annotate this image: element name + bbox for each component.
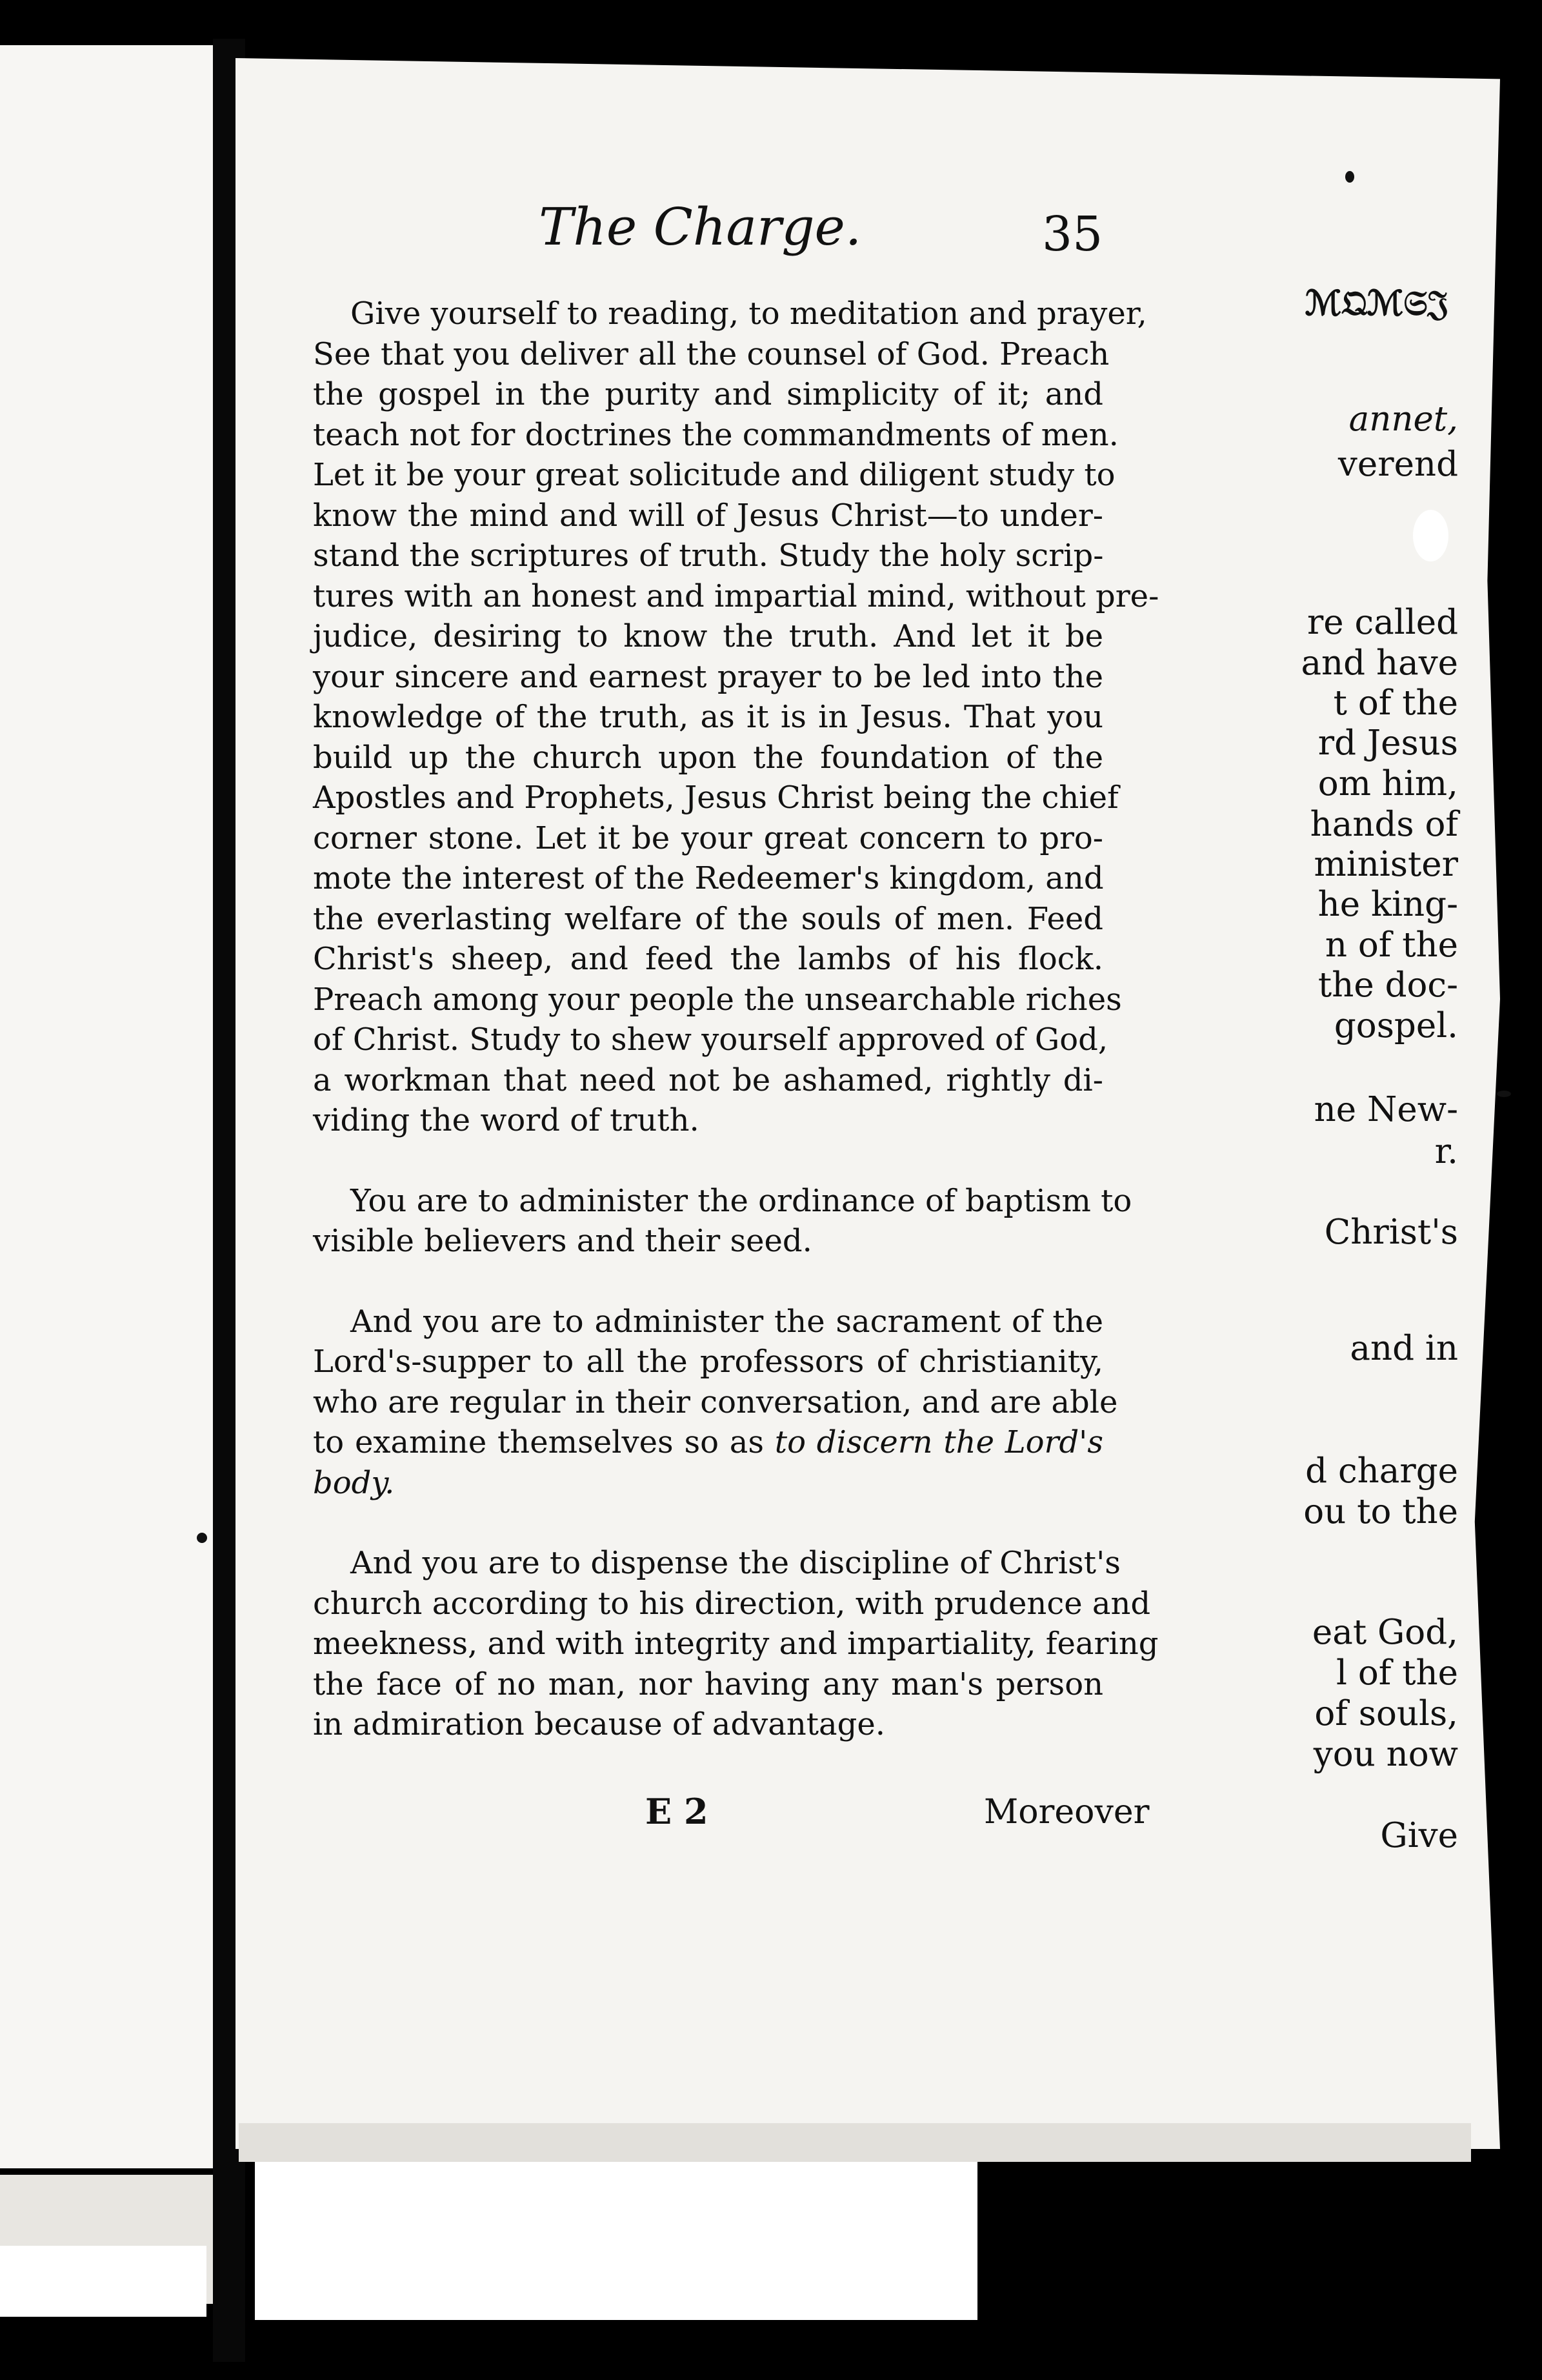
current-page-bottom-edge bbox=[239, 2123, 1471, 2162]
text-line: church according to his direction, with prudence and bbox=[313, 1585, 1151, 1622]
text-line: corner stone. Let it be your great concern to pro- bbox=[313, 820, 1103, 856]
left-line: ne New- bbox=[1314, 1090, 1458, 1129]
text-line: know the mind and will of Jesus Christ—to under- bbox=[313, 497, 1103, 534]
paragraph bbox=[313, 1181, 1132, 1262]
previous-page bbox=[0, 45, 213, 2168]
text-line: Christ's sheep, and feed the lambs of his flock. bbox=[313, 941, 1103, 977]
text-line: teach not for doctrines the commandments of men. bbox=[313, 416, 1119, 453]
italic-segment: to discern the Lord's bbox=[774, 1424, 1104, 1460]
running-header: The Charge. bbox=[539, 197, 862, 257]
left-line: om him, bbox=[1317, 764, 1458, 803]
text-line bbox=[313, 1463, 1103, 1504]
text-line: Preach among your people the unsearchable riches bbox=[313, 981, 1122, 1018]
left-line: rd Jesus bbox=[1317, 723, 1458, 763]
left-line: of souls, bbox=[1314, 1694, 1458, 1733]
left-line: the doc- bbox=[1317, 965, 1458, 1005]
paper-slip bbox=[255, 2162, 977, 2320]
left-line: and have bbox=[1301, 643, 1458, 683]
text-line: a workman that need not be ashamed, rightly di- bbox=[313, 1062, 1103, 1098]
left-line: r. bbox=[1434, 1132, 1458, 1171]
left-line: t of the bbox=[1333, 683, 1458, 723]
left-line: annet, bbox=[1348, 399, 1458, 439]
left-line: eat God, bbox=[1312, 1613, 1458, 1652]
text-line: stand the scriptures of truth. Study the holy scrip- bbox=[313, 538, 1104, 574]
text-line: of Christ. Study to shew yourself approved of God, bbox=[313, 1022, 1108, 1058]
left-line: you now bbox=[1313, 1735, 1458, 1774]
text-line: Let it be your great solicitude and diligent study to bbox=[313, 457, 1116, 493]
left-line: Christ's bbox=[1324, 1213, 1458, 1252]
page-number: 35 bbox=[1042, 207, 1103, 262]
paragraph bbox=[313, 1543, 1159, 1745]
text-line: judice, desiring to know the truth. And let it be bbox=[313, 618, 1103, 654]
left-line: minister bbox=[1314, 845, 1458, 884]
text-line: You are to administer the ordinance of baptism to bbox=[350, 1182, 1132, 1219]
left-line: he king- bbox=[1317, 885, 1458, 924]
left-line: l of the bbox=[1336, 1653, 1458, 1693]
ink-speck bbox=[197, 1533, 207, 1543]
left-line: hands of bbox=[1310, 805, 1458, 844]
text-line: build up the church upon the foundation of the bbox=[313, 739, 1103, 776]
text-line: the gospel in the purity and simplicity of it; and bbox=[313, 376, 1103, 412]
paragraph bbox=[313, 1302, 1118, 1504]
left-line: and in bbox=[1350, 1329, 1458, 1368]
body-text bbox=[313, 294, 1159, 1785]
left-line: ou to the bbox=[1303, 1492, 1458, 1531]
text-line: See that you deliver all the counsel of God. Preach bbox=[313, 336, 1110, 372]
left-line: ℳ𝔔ℳ𝔖𝔍 bbox=[1305, 283, 1448, 323]
text-line-mixed bbox=[313, 1422, 1103, 1463]
left-line: Give bbox=[1380, 1816, 1458, 1855]
left-line: gospel. bbox=[1334, 1006, 1458, 1045]
text-line: viding the word of truth. bbox=[313, 1102, 699, 1138]
left-line: d charge bbox=[1305, 1451, 1458, 1491]
ink-speck bbox=[1497, 1091, 1511, 1097]
text-line: Apostles and Prophets, Jesus Christ being the chief bbox=[313, 780, 1119, 816]
left-line: verend bbox=[1337, 445, 1458, 484]
ink-speck bbox=[1345, 171, 1354, 183]
previous-page-paper-strip bbox=[0, 2246, 206, 2317]
paper-hole bbox=[1413, 510, 1448, 561]
text-line: mote the interest of the Redeemer's kingdom, and bbox=[313, 860, 1104, 896]
text-line: knowledge of the truth, as it is in Jesus. That you bbox=[313, 699, 1103, 735]
text-line: tures with an honest and impartial mind, without pre- bbox=[313, 578, 1159, 614]
paragraph bbox=[313, 294, 1159, 1141]
left-line: n of the bbox=[1325, 925, 1458, 965]
text-line: visible believers and their seed. bbox=[313, 1223, 812, 1259]
text-line: the face of no man, nor having any man's person bbox=[313, 1666, 1103, 1702]
signature-mark: E 2 bbox=[645, 1791, 708, 1832]
left-line: re called bbox=[1307, 603, 1458, 642]
text-line: Lord's-supper to all the professors of christianity, bbox=[313, 1344, 1103, 1380]
italic-segment: body. bbox=[313, 1464, 395, 1501]
text-line: And you are to dispense the discipline of Christ's bbox=[350, 1545, 1121, 1581]
text-line: in admiration because of advantage. bbox=[313, 1706, 886, 1742]
text-line: meekness, and with integrity and impartiality, fearing bbox=[313, 1626, 1159, 1662]
text-line: your sincere and earnest prayer to be led into the bbox=[313, 658, 1103, 695]
text-line: who are regular in their conversation, and are able bbox=[313, 1384, 1118, 1420]
text-segment: to examine themselves so as bbox=[313, 1424, 764, 1460]
text-line: And you are to administer the sacrament of the bbox=[350, 1303, 1103, 1340]
catchword: Moreover bbox=[984, 1793, 1150, 1831]
text-line: Give yourself to reading, to meditation and prayer, bbox=[350, 296, 1147, 332]
text-line: the everlasting welfare of the souls of men. Feed bbox=[313, 900, 1103, 937]
